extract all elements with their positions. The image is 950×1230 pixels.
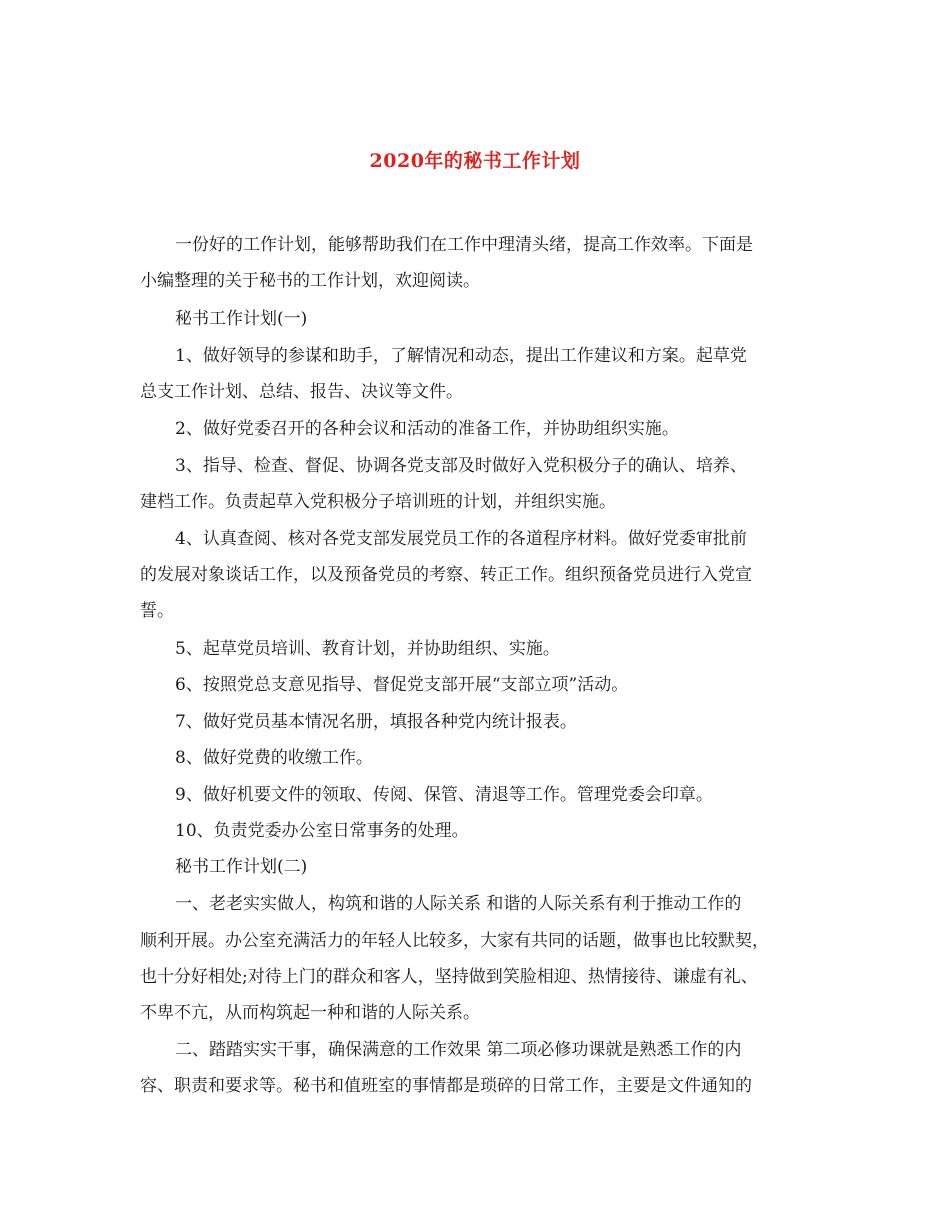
paragraph-line: 也十分好相处;对待上门的群众和客人，坚持做到笑脸相迎、热情接待、谦虚有礼、	[140, 967, 758, 987]
paragraph-line: 4、认真查阅、核对各党支部发展党员工作的各道程序材料。做好党委审批前	[175, 529, 747, 549]
paragraph-line: 二、踏踏实实干事，确保满意的工作效果 第二项必修功课就是熟悉工作的内	[175, 1040, 742, 1060]
paragraph-line: 总支工作计划、总结、报告、决议等文件。	[140, 382, 463, 402]
paragraph-line: 一、老老实实做人，构筑和谐的人际关系 和谐的人际关系有利于推动工作的	[175, 894, 742, 914]
paragraph-line: 建档工作。负责起草入党积极分子培训班的计划，并组织实施。	[140, 492, 616, 512]
paragraph-line: 一份好的工作计划，能够帮助我们在工作中理清头绪，提高工作效率。下面是	[175, 235, 753, 255]
paragraph-line: 3、指导、检查、督促、协调各党支部及时做好入党积极分子的确认、培养、	[175, 456, 747, 476]
section-heading: 秘书工作计划(一)	[175, 309, 308, 329]
paragraph-line: 5、起草党员培训、教育计划，并协助组织、实施。	[175, 639, 560, 659]
paragraph-line: 1、做好领导的参谋和助手，了解情况和动态，提出工作建议和方案。起草党	[175, 346, 747, 366]
paragraph-line: 小编整理的关于秘书的工作计划，欢迎阅读。	[140, 271, 480, 291]
paragraph-line: 不卑不亢，从而构筑起一种和谐的人际关系。	[140, 1003, 480, 1023]
paragraph-line: 誓。	[140, 601, 174, 621]
paragraph-line: 顺利开展。办公室充满活力的年轻人比较多，大家有共同的话题，做事也比较默契，	[140, 931, 769, 951]
document-title: 2020年的秘书工作计划	[369, 150, 581, 172]
section-heading: 秘书工作计划(二)	[175, 857, 308, 877]
paragraph-line: 的发展对象谈话工作，以及预备党员的考察、转正工作。组织预备党员进行入党宣	[140, 565, 752, 585]
paragraph-line: 8、做好党费的收缴工作。	[175, 748, 373, 768]
paragraph-line: 9、做好机要文件的领取、传阅、保管、清退等工作。管理党委会印章。	[175, 785, 713, 805]
paragraph-line: 6、按照党总支意见指导、督促党支部开展“支部立项”活动。	[175, 675, 629, 695]
paragraph-line: 7、做好党员基本情况名册，填报各种党内统计报表。	[175, 712, 577, 732]
paragraph-line: 10、负责党委办公室日常事务的处理。	[175, 821, 469, 841]
paragraph-line: 2、做好党委召开的各种会议和活动的准备工作，并协助组织实施。	[175, 419, 679, 439]
paragraph-line: 容、职责和要求等。秘书和值班室的事情都是琐碎的日常工作，主要是文件通知的	[140, 1076, 752, 1096]
